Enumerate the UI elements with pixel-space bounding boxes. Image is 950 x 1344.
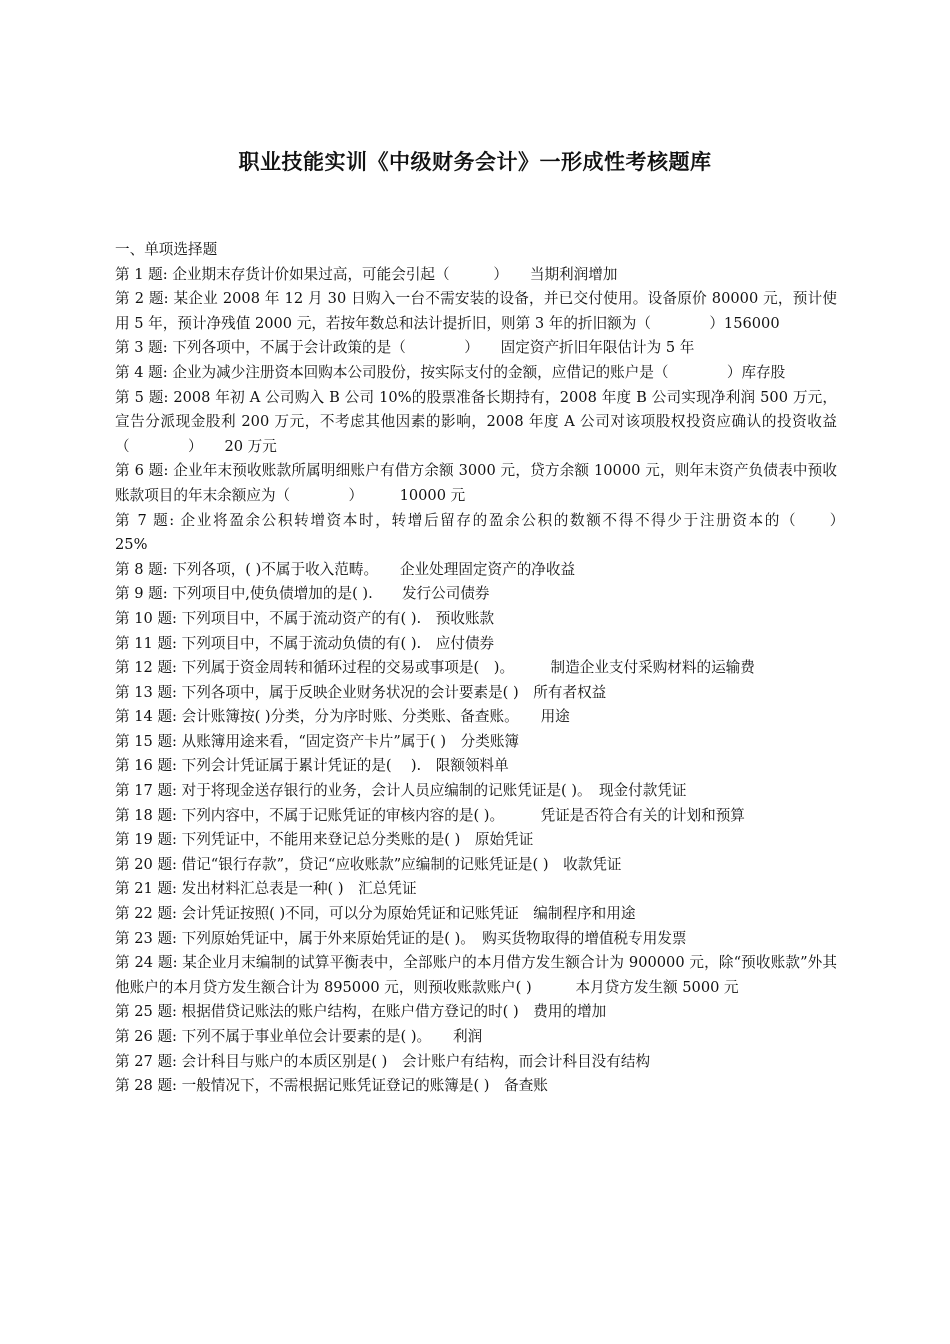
question-number: 第 8 题: [115, 560, 168, 578]
question-answer: 会计账户有结构，而会计科目没有结构 [401, 1052, 651, 1070]
question-answer: 用途 [540, 708, 570, 726]
question-answer: 分类账簿 [460, 732, 520, 750]
question-number: 第 13 题: [115, 683, 177, 701]
question-text: 企业年末预收账款所属明细账户有借方余额 3000 元，贷方余额 10000 元，则年末资产负债表中预收账款项目的年末余额应为（ ） [115, 462, 838, 504]
question-item [115, 927, 837, 952]
question-text: 下列会计凭证属于累计凭证的是( ). [181, 757, 436, 775]
question-item [115, 779, 837, 804]
question-item [115, 730, 837, 755]
question-text: 某企业月末编制的试算平衡表中，全部账户的本月借方发生额合计为 900000 元，除“预收账款”外其他账户的本月贷方发生额合计为 895000 元，则预收账款账户( ) [115, 954, 838, 996]
question-item [115, 287, 837, 336]
question-number: 第 28 题: [115, 1077, 177, 1095]
question-text: 企业为减少注册资本回购本公司股份，按实际支付的金额，应借记的账户是（ ） [172, 363, 742, 381]
question-text: 企业将盈余公积转增资本时，转增后留存的盈余公积的数额不得不得少于注册资本的（ ） [180, 511, 881, 529]
question-text: 下列各项中，属于反映企业财务状况的会计要素是( ) [181, 683, 534, 701]
question-answer: 限额领料单 [435, 757, 509, 775]
question-answer: 购买货物取得的增值税专用发票 [482, 929, 687, 947]
question-item [115, 386, 837, 460]
question-answer: 25% [115, 536, 148, 554]
question-number: 第 21 题: [115, 880, 177, 898]
question-answer: 编制程序和用途 [533, 905, 636, 923]
question-item [115, 263, 837, 288]
question-item [115, 336, 837, 361]
question-text: 根据借贷记账法的账户结构，在账户借方登记的时( ) [181, 1003, 534, 1021]
question-item [115, 656, 837, 681]
question-item [115, 853, 837, 878]
question-number: 第 1 题: [115, 265, 168, 283]
question-answer: 当期利润增加 [529, 265, 618, 283]
question-item [115, 1074, 837, 1099]
question-answer: 10000 元 [399, 486, 466, 504]
question-number: 第 23 题: [115, 929, 177, 947]
question-answer: 制造企业支付采购材料的运输费 [550, 659, 755, 677]
question-text: 下列项目中，不属于流动资产的有( ). [181, 609, 436, 627]
question-list [115, 238, 881, 1099]
question-text: 下列内容中，不属于记账凭证的审核内容的是( )。 [181, 806, 541, 824]
question-item [115, 1025, 837, 1050]
question-answer: 现金付款凭证 [598, 782, 687, 800]
question-text: 借记“银行存款”，贷记“应收账款”应编制的记账凭证是( ) [181, 855, 564, 873]
question-text: 下列各项中，不属于会计政策的是（ ） [172, 339, 501, 357]
question-item [115, 632, 837, 657]
question-number: 第 7 题: [115, 511, 175, 529]
question-answer: 原始凭证 [474, 831, 534, 849]
question-item [115, 754, 837, 779]
question-number: 第 15 题: [115, 732, 177, 750]
question-text: 发出材料汇总表是一种( ) [181, 880, 359, 898]
question-answer: 企业处理固定资产的净收益 [399, 560, 576, 578]
question-item [115, 607, 837, 632]
question-item [115, 951, 837, 1000]
question-number: 第 26 题: [115, 1028, 177, 1045]
question-answer: 费用的增加 [533, 1003, 607, 1021]
question-answer: 预收账款 [435, 609, 495, 627]
question-number: 第 16 题: [115, 757, 177, 775]
question-number: 第 27 题: [115, 1052, 177, 1070]
question-text: 下列不属于事业单位会计要素的是( )。 [181, 1028, 454, 1045]
question-item [115, 558, 837, 583]
question-text: 对于将现金送存银行的业务，会计人员应编制的记账凭证是( )。 [181, 782, 599, 800]
question-number: 第 19 题: [115, 831, 177, 849]
question-text: 2008 年初 A 公司购入 B 公司 10%的股票准备长期持有，2008 年度 B 公司实现净利润 500 万元，宣告分派现金股利 200 万元，不考虑其他因素的影响，2008 年度 A 公司对该项股权投资应确认的投资收益（ ） [115, 388, 838, 455]
question-text: 某企业 2008 年 12 月 30 日购入一台不需安装的设备，并已交付使用。设备原价 80000 元，预计使用 5 年，预计净残值 2000 元，若按年数总和法计提折旧，则第 3 年的折旧额为（ ） [115, 290, 838, 332]
question-text: 会计凭证按照( )不同，可以分为原始凭证和记账凭证 [181, 905, 534, 923]
question-number: 第 18 题: [115, 806, 177, 824]
question-answer: 所有者权益 [533, 683, 607, 701]
question-number: 第 5 题: [115, 388, 169, 406]
question-number: 第 11 题: [115, 634, 177, 652]
question-number: 第 17 题: [115, 782, 177, 800]
question-answer: 156000 [723, 314, 780, 332]
question-number: 第 14 题: [115, 708, 177, 726]
question-answer: 固定资产折旧年限估计为 5 年 [500, 339, 695, 357]
question-text: 会计账簿按( )分类，分为序时账、分类账、备查账。 [181, 708, 541, 726]
question-answer: 发行公司债券 [401, 585, 490, 603]
question-text: 企业期末存货计价如果过高，可能会引起（ ） [172, 265, 530, 283]
question-answer: 本月贷方发生额 5000 元 [575, 978, 739, 996]
question-text: 下列项目中,使负债增加的是( ). [172, 585, 402, 603]
question-text: 从账簿用途来看，“固定资产卡片”属于( ) [181, 732, 461, 750]
question-item [115, 902, 837, 927]
question-text: 下列各项，( )不属于收入范畴。 [172, 560, 400, 578]
question-text: 一般情况下，不需根据记账凭证登记的账簿是( ) [181, 1077, 505, 1095]
question-number: 第 10 题: [115, 609, 177, 627]
question-answer: 备查账 [504, 1077, 548, 1095]
question-number: 第 3 题: [115, 339, 168, 357]
question-answer: 凭证是否符合有关的计划和预算 [540, 806, 745, 824]
question-item [115, 509, 881, 558]
question-item [115, 877, 837, 902]
question-answer: 应付债券 [435, 634, 495, 652]
question-item [115, 705, 837, 730]
question-item [115, 459, 837, 508]
section-heading: 一、单项选择题 [115, 241, 218, 258]
question-item [115, 828, 837, 853]
question-item [115, 804, 837, 829]
question-number: 第 6 题: [115, 462, 169, 480]
question-text: 下列项目中，不属于流动负债的有( ). [181, 634, 436, 652]
question-item [115, 361, 837, 386]
question-text: 下列属于资金周转和循环过程的交易或事项是( )。 [181, 659, 551, 677]
question-text: 会计科目与账户的本质区别是( ) [181, 1052, 402, 1070]
question-answer: 20 万元 [224, 437, 277, 455]
question-number: 第 4 题: [115, 363, 168, 381]
question-number: 第 22 题: [115, 905, 177, 923]
question-number: 第 25 题: [115, 1003, 177, 1021]
question-text: 下列原始凭证中，属于外来原始凭证的是( )。 [181, 929, 483, 947]
question-number: 第 2 题: [115, 290, 169, 308]
question-answer: 库存股 [741, 363, 786, 381]
document-title: 职业技能实训《中级财务会计》一形成性考核题库 [238, 150, 712, 174]
question-number: 第 12 题: [115, 659, 177, 677]
question-answer: 汇总凭证 [358, 880, 417, 898]
question-item [115, 681, 837, 706]
question-number: 第 24 题: [115, 954, 178, 972]
question-item [115, 1050, 837, 1075]
question-item [115, 582, 837, 607]
question-item [115, 1000, 837, 1025]
question-answer: 利润 [453, 1028, 483, 1045]
question-number: 第 20 题: [115, 855, 177, 873]
question-number: 第 9 题: [115, 585, 168, 603]
question-text: 下列凭证中，不能用来登记总分类账的是( ) [181, 831, 475, 849]
question-answer: 收款凭证 [563, 855, 622, 873]
